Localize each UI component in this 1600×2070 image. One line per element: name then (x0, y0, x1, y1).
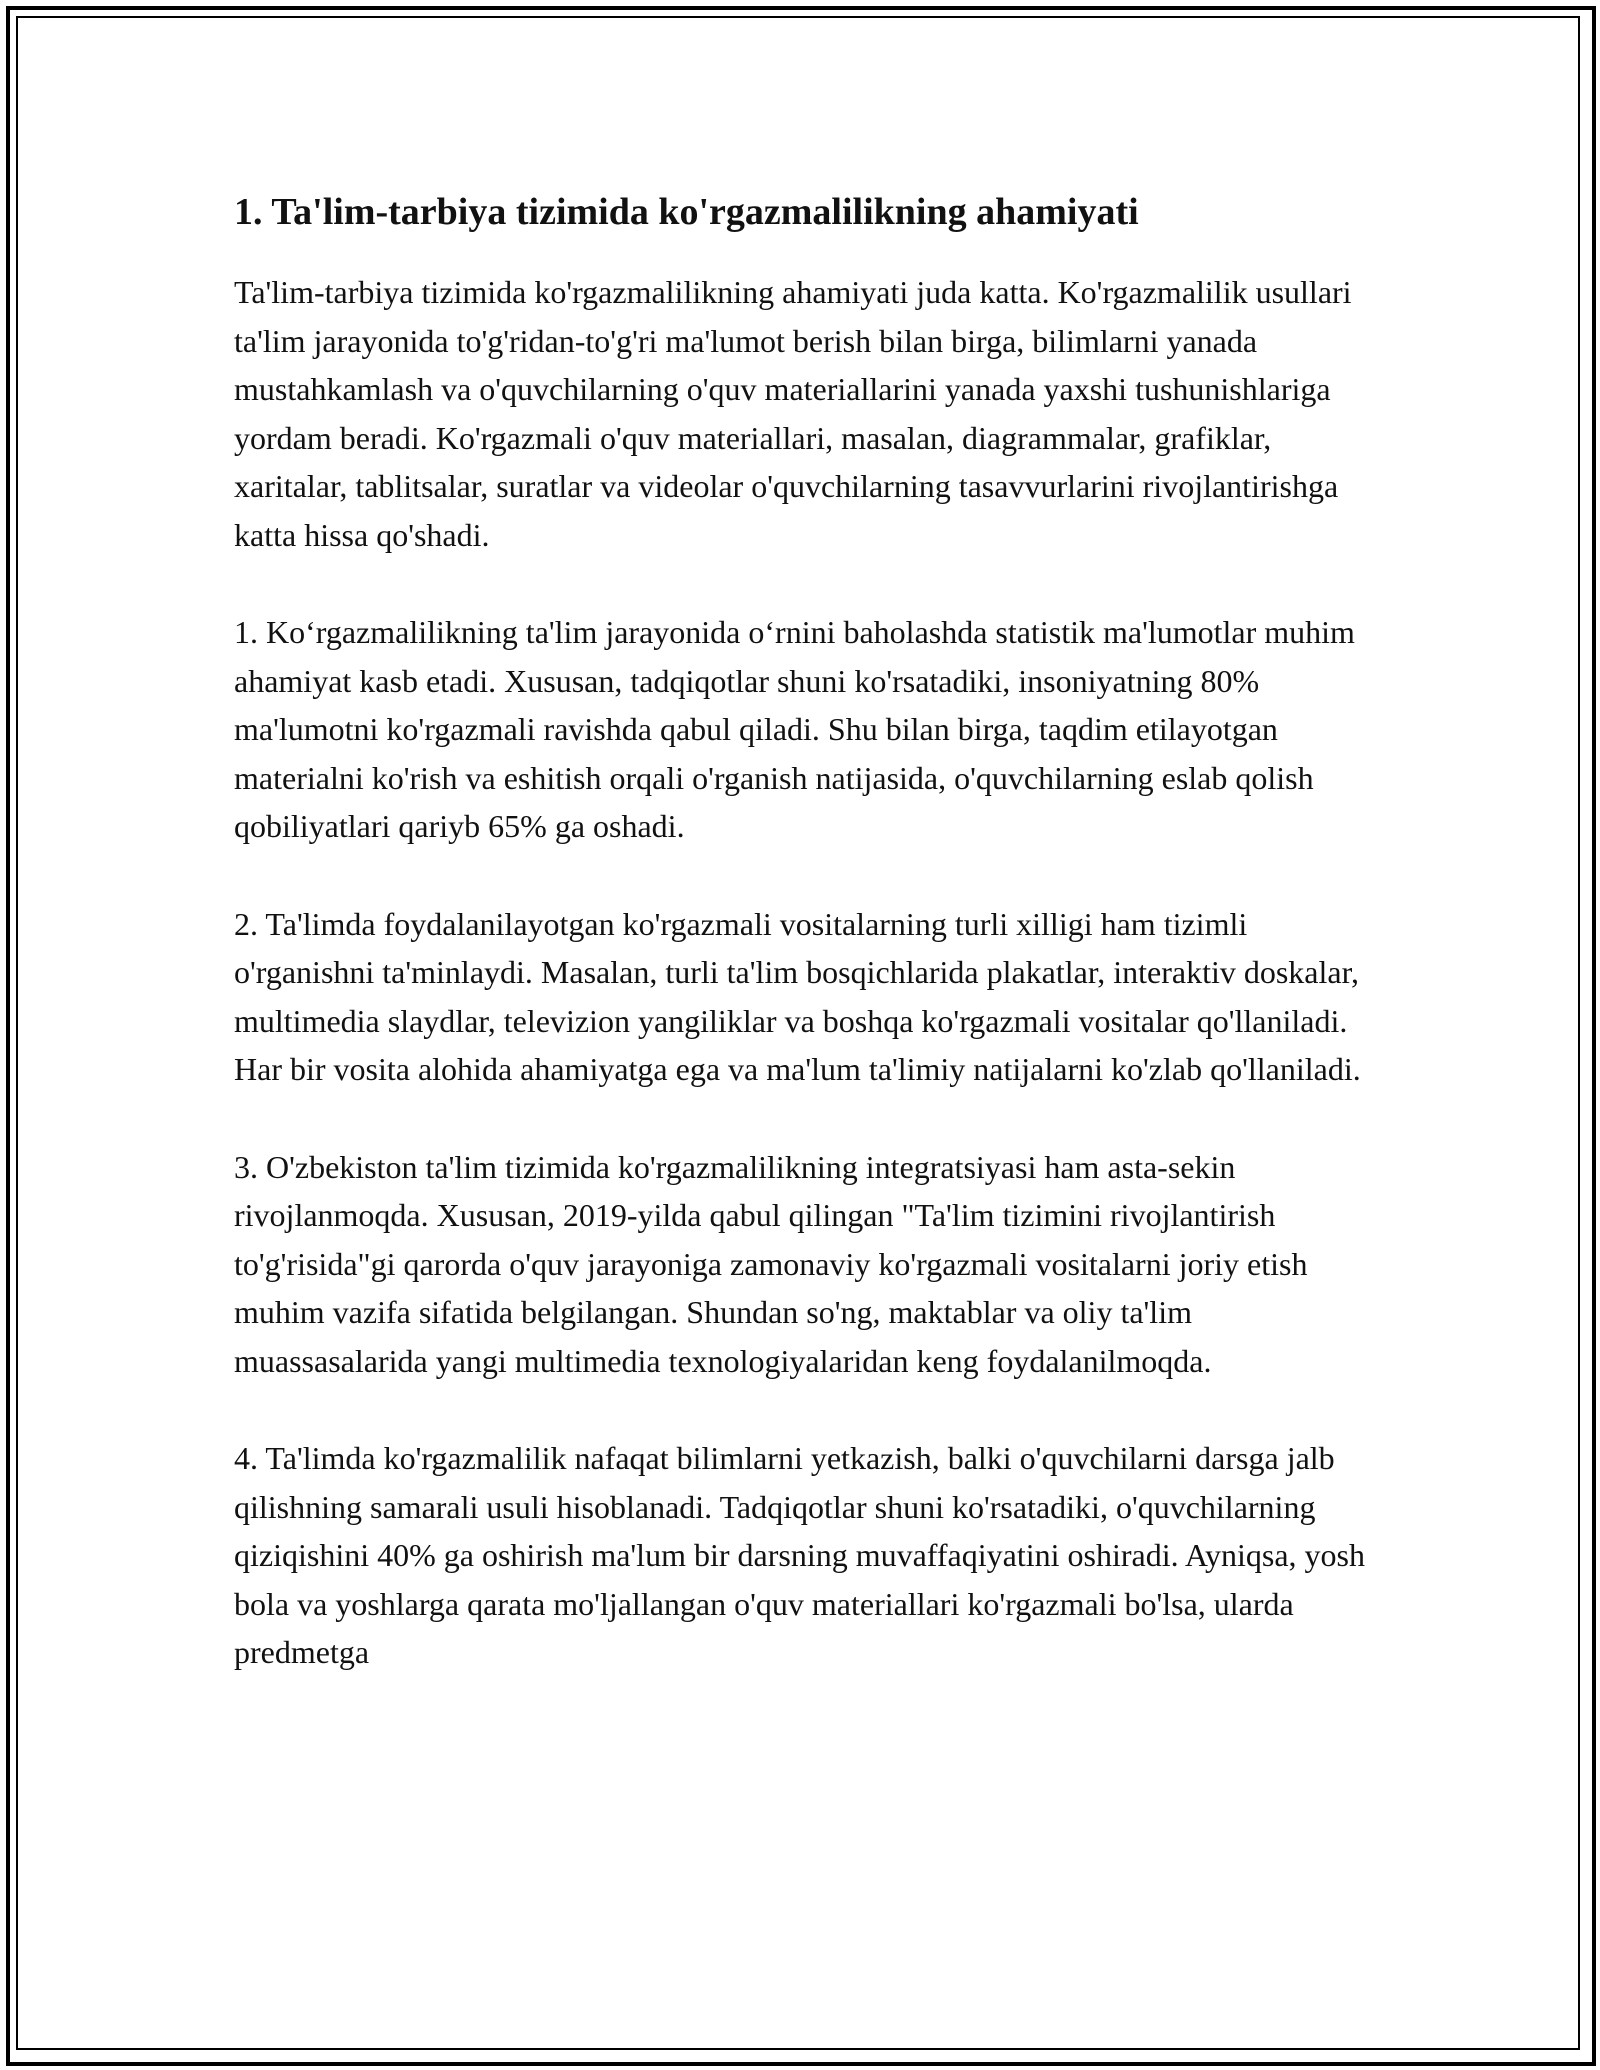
paragraph-2: 2. Ta'limda foydalanilayotgan ko'rgazmali vositalarning turli xilligi ham tizimli o'rganishni ta'minlaydi. Masalan, turli ta'lim bosqichlarida plakatlar, interaktiv doskalar, multimedia slaydlar, televizion yangiliklar va boshqa ko'rgazmali vositalar qo'llaniladi. Har bir vosita alohida ahamiyatga ega va ma'lum ta'limiy natijalarni ko'zlab qo'llaniladi. (234, 905, 1361, 1087)
paragraph-3: 3. O'zbekiston ta'lim tizimida ko'rgazmalilikning integratsiyasi ham asta-sekin rivojlanmoqda. Xususan, 2019-yilda qabul qilingan "Ta'lim tizimini rivojlantirish to'g'risida"gi qarorda o'quv jarayoniga zamonaviy ko'rgazmali vositalarni joriy etish muhim vazifa sifatida belgilangan. Shundan so'ng, maktablar va oliy ta'lim muassasalarida yangi multimedia texnologiyalaridan keng foydalanilmoqda. (234, 1148, 1308, 1379)
section-heading: 1. Ta'lim-tarbiya tizimida ko'rgazmalilikning ahamiyati (234, 191, 1139, 233)
paragraph-4: 4. Ta'limda ko'rgazmalilik nafaqat bilimlarni yetkazish, balki o'quvchilarni darsga jalb qilishning samarali usuli hisoblanadi. Tadqiqotlar shuni ko'rsatadiki, o'quvchilarning qiziqishini 40% ga oshirish ma'lum bir darsning muvaffaqiyatini oshiradi. Ayniqsa, yosh bola va yoshlarga qarata mo'ljallangan o'quv materiallari ko'rgazmali bo'lsa, ularda predmetga (234, 1440, 1365, 1670)
document-body (234, 186, 1374, 1726)
intro-paragraph: Ta'lim-tarbiya tizimida ko'rgazmalilikning ahamiyati juda katta. Ko'rgazmalilik usullari ta'lim jarayonida to'g'ridan-to'g'ri ma'lumot berish bilan birga, bilimlarni yanada mustahkamlash va o'quvchilarning o'quv materiallarini yanada yaxshi tushunishlariga yordam beradi. Ko'rgazmali o'quv materiallari, masalan, diagrammalar, grafiklar, xaritalar, tablitsalar, suratlar va videolar o'quvchilarning tasavvurlarini rivojlantirishga katta hissa qo'shadi. (234, 274, 1352, 553)
paragraph-1: 1. Ko‘rgazmalilikning ta'lim jarayonida o‘rnini baholashda statistik ma'lumotlar muhim ahamiyat kasb etadi. Xususan, tadqiqotlar shuni ko'rsatadiki, insoniyatning 80% ma'lumotni ko'rgazmali ravishda qabul qiladi. Shu bilan birga, taqdim etilayotgan materialni ko'rish va eshitish orqali o'rganish natijasida, o'quvchilarning eslab qolish qobiliyatlari qariyb 65% ga oshadi. (234, 614, 1355, 844)
